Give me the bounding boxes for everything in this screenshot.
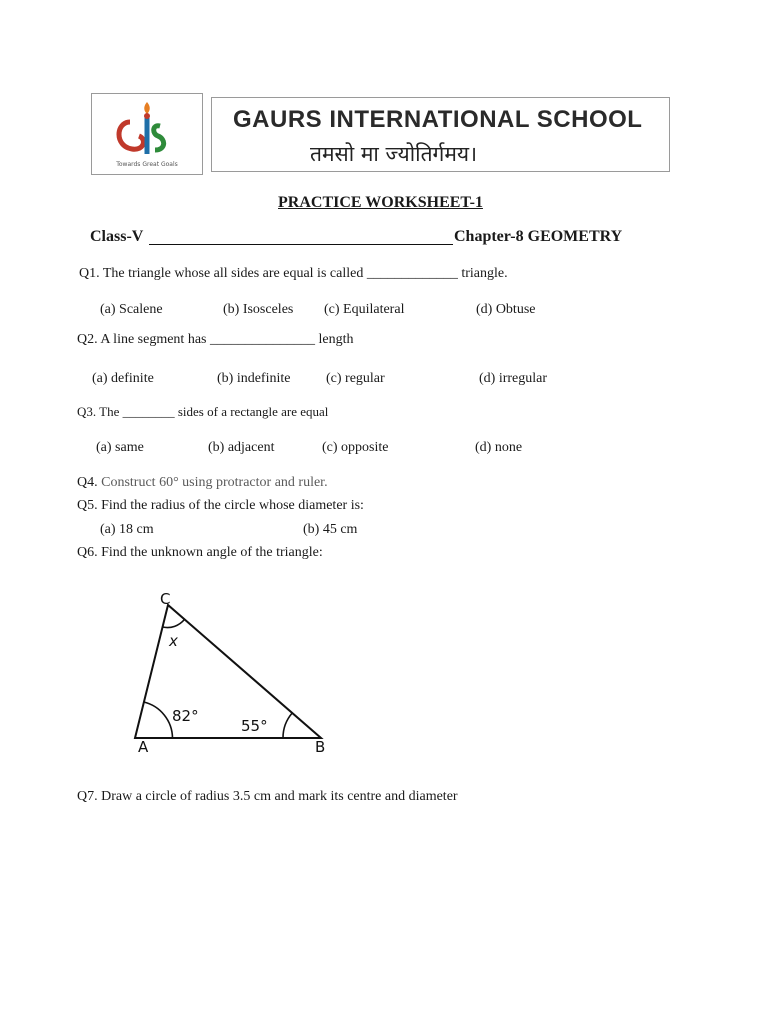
question-1: Q1. The triangle whose all sides are equal is called _____________ triangle. (79, 266, 508, 281)
angle-label-a: 82° (172, 707, 199, 725)
question-3: Q3. The ________ sides of a rectangle are equal (77, 404, 329, 419)
angle-label-c: x (169, 632, 178, 650)
school-logo (91, 93, 203, 175)
vertex-label-b: B (315, 738, 326, 756)
school-name: GAURS INTERNATIONAL SCHOOL (233, 106, 643, 133)
q1-option-b: (b) Isosceles (223, 302, 294, 317)
class-label: Class-V (90, 228, 144, 245)
q3-option-b: (b) adjacent (208, 440, 275, 455)
q3-option-a: (a) same (96, 440, 144, 455)
q2-option-b: (b) indefinite (217, 371, 291, 386)
angle-arc-b (283, 713, 292, 738)
question-6: Q6. Find the unknown angle of the triangle: (77, 545, 323, 560)
angle-arc-c (163, 619, 185, 627)
school-banner (211, 97, 670, 172)
chapter-label: Chapter-8 GEOMETRY (454, 228, 623, 245)
vertex-label-a: A (138, 738, 149, 756)
q2-option-a: (a) definite (92, 371, 154, 386)
question-7: Q7. Draw a circle of radius 3.5 cm and mark its centre and diameter (77, 789, 458, 804)
q3-option-d: (d) none (475, 440, 523, 455)
q1-option-d: (d) Obtuse (476, 302, 536, 317)
school-crest-icon (92, 94, 202, 174)
q2-option-d: (d) irregular (479, 371, 548, 386)
question-5: Q5. Find the radius of the circle whose diameter is: (77, 498, 364, 513)
q1-option-a: (a) Scalene (100, 302, 163, 317)
q2-option-c: (c) regular (326, 371, 385, 386)
q5-option-b: (b) 45 cm (303, 522, 358, 537)
question-4-text: Construct 60° using protractor and ruler. (101, 475, 328, 490)
q3-option-c: (c) opposite (322, 440, 389, 455)
worksheet-title: PRACTICE WORKSHEET-1 (278, 194, 483, 211)
question-4-label: Q4. (77, 475, 98, 490)
school-motto: तमसो मा ज्योतिर्गमय। (310, 142, 478, 166)
divider-line (149, 244, 453, 245)
question-2: Q2. A line segment has _______________ length (77, 332, 354, 347)
angle-label-b: 55° (241, 717, 268, 735)
angle-arc-a (144, 702, 173, 738)
triangle-figure (120, 585, 350, 760)
triangle-shape (135, 605, 321, 738)
vertex-label-c: C (160, 590, 171, 608)
question-4 (77, 475, 328, 491)
q5-option-a: (a) 18 cm (100, 522, 154, 537)
q1-option-c: (c) Equilateral (324, 302, 405, 317)
logo-caption: Towards Great Goals (116, 161, 178, 168)
